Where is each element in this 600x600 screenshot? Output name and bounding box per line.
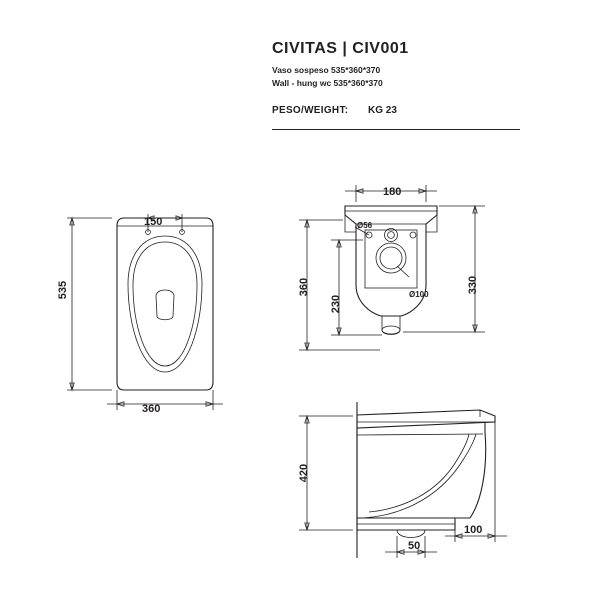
front-view-dim-d100: Ø100 (409, 290, 429, 299)
side-view-dim-420: 420 (298, 463, 310, 483)
top-view-dim-360: 360 (142, 403, 161, 415)
side-view-drawing (285, 390, 575, 590)
front-view-dim-d56: Ø56 (357, 221, 373, 230)
side-view-dim-100: 100 (464, 524, 483, 536)
front-view-dim-230: 230 (330, 294, 342, 314)
top-view-drawing (50, 200, 310, 450)
front-view-drawing (285, 180, 575, 390)
side-view-dim-50: 50 (408, 540, 421, 552)
product-subtitle-italian: Vaso sospeso 535*360*370 (272, 65, 381, 75)
front-view-dim-180: 180 (383, 186, 402, 198)
product-title: CIVITAS | CIV001 (272, 40, 409, 57)
weight-label: PESO/WEIGHT: (272, 105, 349, 116)
weight-value: KG 23 (368, 105, 397, 116)
top-view-dim-535: 535 (57, 280, 69, 300)
header-divider (272, 129, 520, 130)
top-view-dim-150: 150 (144, 216, 163, 228)
product-subtitle-english: Wall - hung wc 535*360*370 (272, 78, 383, 88)
front-view-dim-330: 330 (467, 275, 479, 295)
front-view-dim-360: 360 (298, 277, 310, 297)
